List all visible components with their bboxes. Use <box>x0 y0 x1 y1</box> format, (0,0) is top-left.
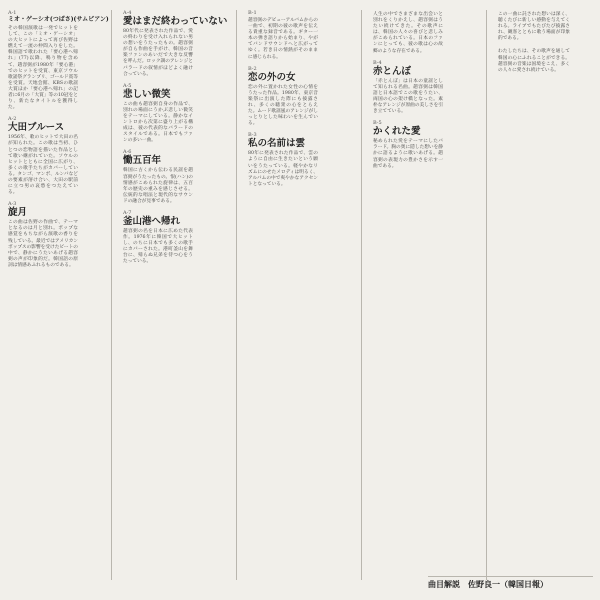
column-1 <box>8 10 109 580</box>
section <box>498 47 570 73</box>
section <box>8 201 78 269</box>
section-body: 人生の中でさまざまな出会いと別れをくりかえし、趙容弼はうたい続けてきた。その歌声には、韓国の人々の喜びと悲しみがこめられている。日本のファンにとっても、彼の歌は心の故郷のような存在である。 <box>373 12 443 54</box>
section-body: わたしたちは、その歌声を通して韓国の心にふれることができる。趙容弼の音楽は国境をこえ、多くの人々に愛され続けている。 <box>498 49 570 73</box>
section-number: B-5 <box>373 120 382 127</box>
section <box>8 10 109 111</box>
section <box>373 60 443 116</box>
section-title: 釜山港へ帰れ <box>123 215 181 227</box>
section-body: この曲も趙容弼自身の作品で、別れの場面にうかぶ悲しい微笑をテーマにしている。静かなイントロから次第に盛り上がる構成は、彼の代表的なバラードのスタイルである。日本でもファンの多い一曲。 <box>123 101 193 144</box>
section <box>248 132 318 188</box>
section <box>373 10 443 55</box>
section-number: A-7 <box>123 209 132 216</box>
section <box>248 10 318 61</box>
section-title: ミオ・ゲーシオ(つばさ)(サムピアン) <box>8 16 109 23</box>
section-body: この曲は佐野の作曲で、テーマとなるのは月と別れ。ポップな感覚をもちながら演歌の香りを残している。最近ではアメリカンポップスの影響を受けたビートの中で、静かにうたいあげる趙容弼の声が印象的だ。韓国語の原詞は情感あふれるものである。 <box>8 220 78 268</box>
section-title: 慟五百年 <box>123 155 162 167</box>
column-4 <box>373 10 443 580</box>
column-divider <box>111 10 112 580</box>
section <box>498 10 570 42</box>
section-body: この一曲に託された想いは深く、聴くたびに新しい感動を与えてくれる。ライブでもたびたび披露され、観客とともに歌う場面が印象的である。 <box>498 12 570 42</box>
column-3 <box>248 10 318 580</box>
section-title: 悲しい微笑 <box>123 88 171 100</box>
section <box>123 149 193 205</box>
section-body: 80年に発表された作品で、雲のように自由に生きたいという願いをうたっている。軽やかなリズムにのせたメロディは明るく、アルバムの中で爽やかなアクセントとなっている。 <box>248 151 318 187</box>
section-title: 赤とんぼ <box>373 65 412 77</box>
section <box>123 210 193 266</box>
section <box>8 116 78 196</box>
section <box>123 10 228 78</box>
section-number: B-2 <box>248 65 257 72</box>
column-5 <box>498 10 570 580</box>
column-divider <box>361 10 362 580</box>
section-number: B-4 <box>373 59 382 66</box>
credit-line: 曲目解説 佐野良一（韓国日報） <box>428 579 548 589</box>
section-number: B-1 <box>248 10 257 16</box>
section-title: 恋の外の女 <box>248 71 296 83</box>
section-number: A-4 <box>123 10 132 16</box>
section-body: 1956年、歌のヒットで大田の名が知られた。この歌は当初、ひとつの恋物語を描いた作品として歌い継がれていた。ソウルのヒットとともに全国に広がり、多くの歌手たちがカバーしている。タンゴ、マンボ、ルンバなどの要素が溶け合い、大田の駅前に立つ男の哀愁をつたえている。 <box>8 135 78 196</box>
section-body: 80年代に発表された作品で、愛の終わりを受け入れられない男の想いをうたったもの。趙容弼が自ら作曲を手がけ、韓国の音楽ファンのあいだで大きな反響を呼んだ。ロック調のアレンジとバラードの叙情がほどよく融け合っている。 <box>123 29 193 77</box>
section-title: かくれた愛 <box>373 126 421 138</box>
section-title: 私の名前は雲 <box>248 138 306 150</box>
section <box>373 120 443 169</box>
section-number: A-5 <box>123 82 132 89</box>
section-body: 韓国に古くから伝わる民謡を趙容弼がうたったもの。恨(ハン)の情感がこめられた旋律は、五百年の歴史の重みを感じさせる。伝統的な唱法と現代的なサウンドの融合が見事である。 <box>123 168 193 204</box>
section-body: 趙容弼の名を日本に広めた代表作。1976年に韓国で大ヒットし、のちに日本でも多くの歌手にカバーされた。港町釜山を舞台に、帰らぬ兄弟を待つ心をうたっている。 <box>123 228 193 265</box>
section-number: A-3 <box>8 201 17 208</box>
section-body: その韓国演歌は一発でヒットをして、この「ミオ・ゲーシオ」の大ヒットによって再び佐野は燃えて一流の仲間入りをした。韓国語で歌われた「要心港へ帰れ」(77)以降、鳴り物を含めて、趙容弼が1980年「要心港」でのヒットを受賞、東京ソウル歌謡祭グランプリ、ゴールド賞等を受賞。天地会館、KBSの歌謡大賞ほか「要心港へ帰れ」の記者に6月の「大賞」等の10冠をとり、新たなタイトルを獲得した。 <box>8 26 78 111</box>
section-body: 恋の外に置かれた女性の心情をうたった作品。1980年、東京音楽祭に出演した際にも披露され、多くの聴衆の心をとらえた。ムード歌謡風のアレンジがしっとりとした味わいを生んでいる。 <box>248 84 318 127</box>
section-number: A-6 <box>123 149 132 156</box>
section-title: 大田ブルース <box>8 122 65 134</box>
section <box>123 83 193 145</box>
section-number: A-1 <box>8 10 17 16</box>
section-number: B-3 <box>248 132 257 139</box>
section-title: 愛はまだ終わっていない <box>123 16 228 27</box>
section-title: 旋月 <box>8 207 28 219</box>
section-number: A-2 <box>8 116 17 123</box>
section-body: 「赤とんぼ」は日本の童謡として知られる名曲。趙容弼は韓国語と日本語でこの歌をうたい、両国の心の架け橋となった。素朴なアレンジが原曲の美しさを引き立てている。 <box>373 78 443 115</box>
section <box>248 66 318 128</box>
section-body: 趙容弼のデビューアルバムからの一曲で、初期の彼の歌声を伝える貴重な録音である。ギター一本の弾き語りから始まり、やがてバンドサウンドへと広がってゆく。若き日の情熱がそのままに感じられる。 <box>248 18 318 60</box>
column-divider <box>236 10 237 580</box>
column-2 <box>123 10 228 580</box>
credit-rule <box>428 576 593 577</box>
column-divider <box>486 10 487 580</box>
section-body: 秘められた愛をテーマにしたバラード。胸の奥に隠した想いを静かに語るように歌いあげる。趙容弼の表現力の豊かさを示す一曲である。 <box>373 139 443 169</box>
